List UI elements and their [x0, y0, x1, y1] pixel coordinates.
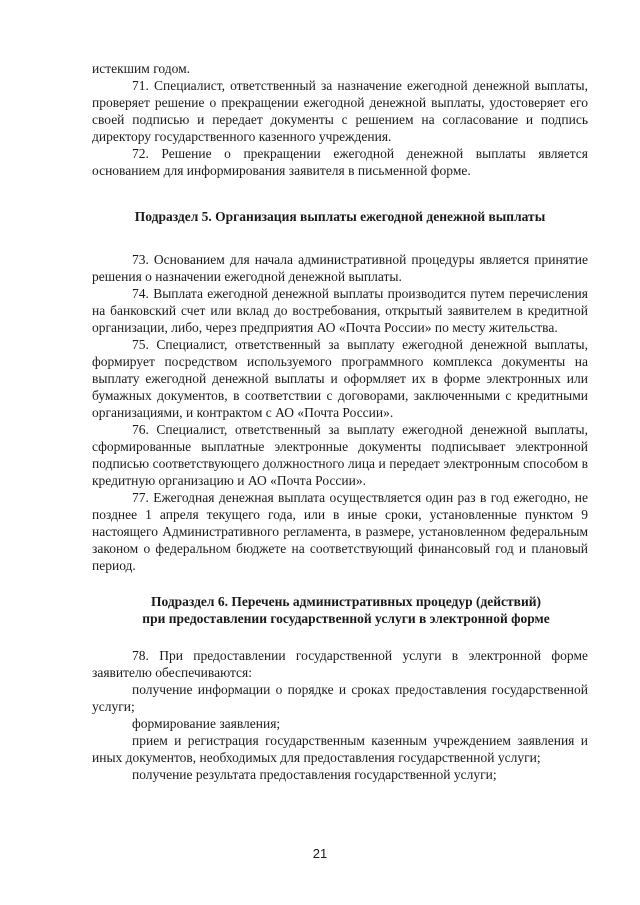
paragraph-76: 76. Специалист, ответственный за выплату ежегодной денежной выплаты, сформированные выплатные электронные документы подписывает электронной подписью соответствующего должностного лица и передает электронным способом в кредитную организацию и АО «Почта России».: [92, 422, 588, 488]
list-item-result: получение результата предоставления государственной услуги;: [132, 767, 497, 782]
paragraph-73: 73. Основанием для начала административной процедуры является принятие решения о назначении ежегодной денежной выплаты.: [92, 252, 588, 284]
page-number: 21: [312, 846, 328, 861]
paragraph-77: 77. Ежегодная денежная выплата осуществляется один раз в год ежегодно, не позднее 1 апреля текущего года, или в иные сроки, установленные пунктом 9 настоящего Административного регламента, в размере, установленном федеральным законом о федеральном бюджете на соответствующий финансовый год и плановый период.: [92, 490, 588, 573]
list-item-info: получение информации о порядке и сроках предоставления государственной услуги;: [92, 682, 588, 714]
subsection-6-heading-line2: при предоставлении государственной услуги в электронной форме: [142, 611, 550, 626]
document-body: [92, 60, 588, 783]
paragraph-78: 78. При предоставлении государственной услуги в электронной форме заявителю обеспечиваются:: [92, 648, 588, 680]
paragraph-71: 71. Специалист, ответственный за назначение ежегодной денежной выплаты, проверяет решение о прекращении ежегодной денежной выплаты, удостоверяет его своей подписью и передает документы с решением на согласование и подпись директору государственного казенного учреждения.: [92, 78, 588, 144]
list-item-registration: прием и регистрация государственным казенным учреждением заявления и иных документов, необходимых для предоставления государственной услуги;: [92, 733, 588, 765]
subsection-5-heading: Подраздел 5. Организация выплаты ежегодной денежной выплаты: [134, 209, 546, 224]
paragraph-continuation: истекшим годом.: [92, 61, 191, 76]
subsection-6-heading-line1: Подраздел 6. Перечень административных процедур (действий): [150, 594, 542, 609]
paragraph-75: 75. Специалист, ответственный за выплату ежегодной денежной выплаты, формирует посредством используемого программного комплекса документы на выплату ежегодной денежной выплаты и оформляет их в форме электронных или бумажных документов, в соответствии с договорами, заключенными с кредитными организациями, и контрактом с АО «Почта России».: [92, 337, 588, 420]
paragraph-72: 72. Решение о прекращении ежегодной денежной выплаты является основанием для информирования заявителя в письменной форме.: [92, 146, 588, 178]
subsection-6-heading: [92, 593, 588, 627]
paragraph-74: 74. Выплата ежегодной денежной выплаты производится путем перечисления на банковский счет или вклад до востребования, открытый заявителем в кредитной организации, либо, через предприятия АО «Почта России» по месту жительства.: [92, 286, 588, 335]
list-item-application: формирование заявления;: [132, 716, 281, 731]
